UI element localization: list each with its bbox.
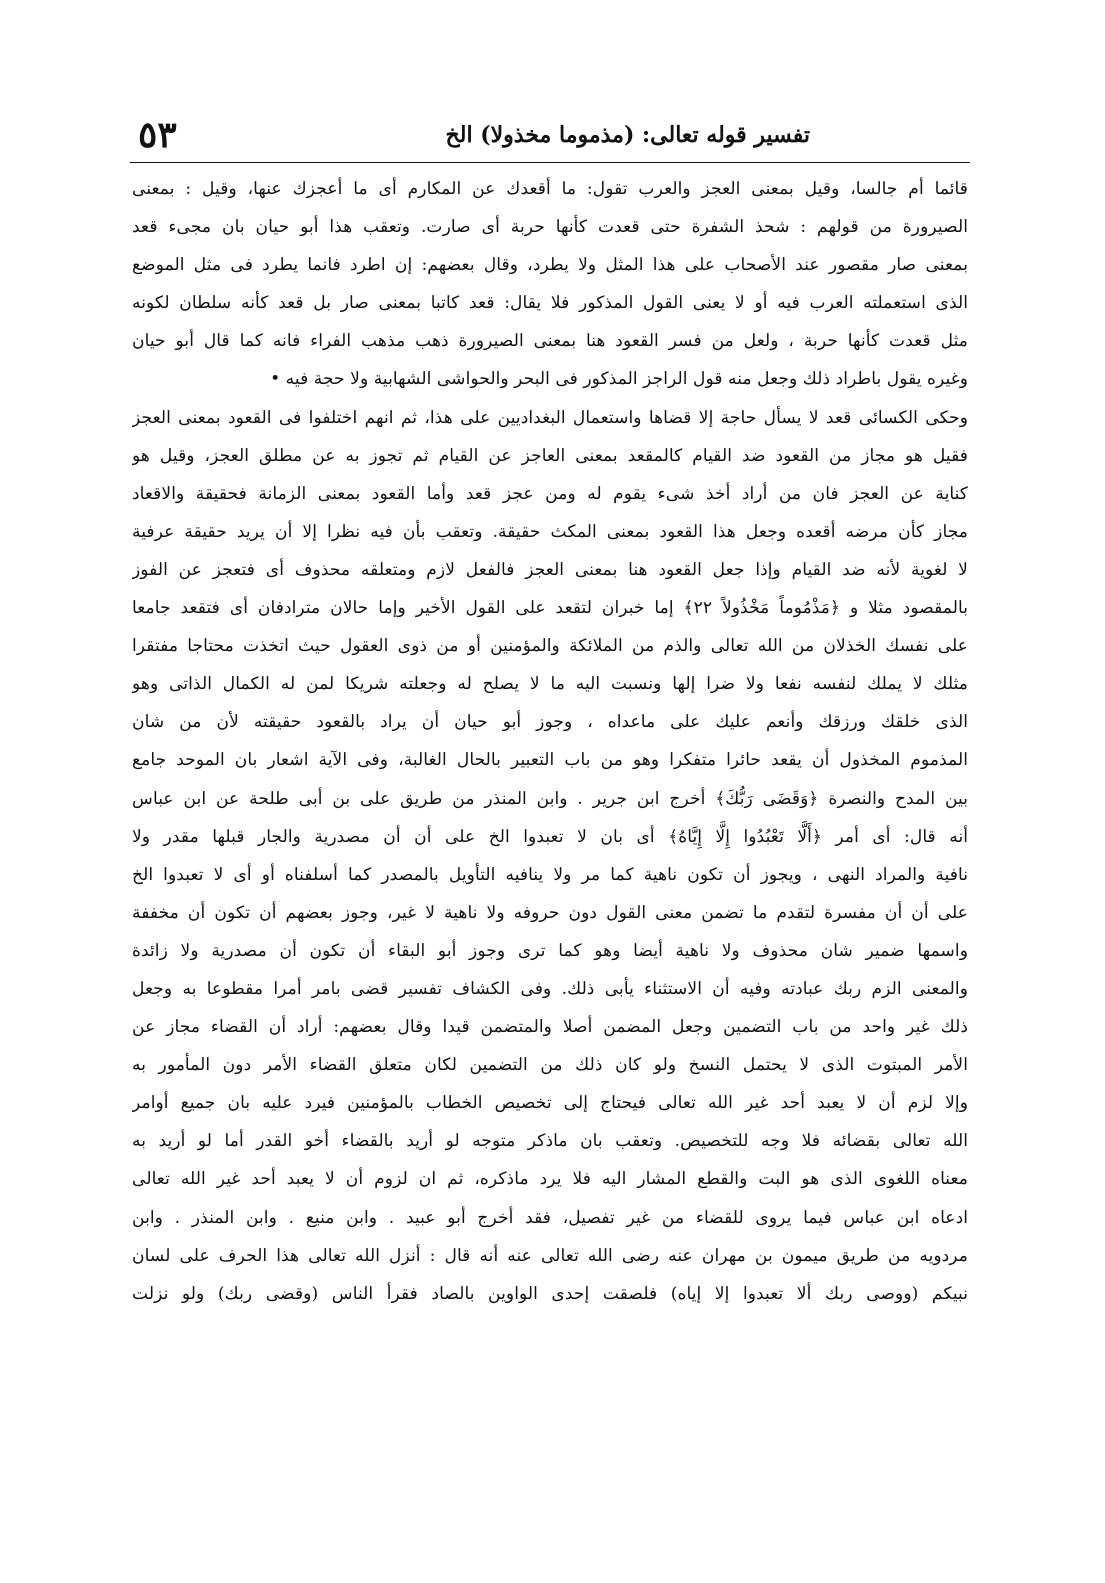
page-title: تفسير قوله تعالى: (مذموما مخذولا) الخ bbox=[445, 122, 810, 148]
text-line: كناية عن العجز فان من أراد أخذ شىء يقوم له ومن عجز قعد وأما القعود بمعنى الزمانة فحقيقة والاقعاد bbox=[132, 483, 968, 504]
text-line: الذى خلقك ورزقك وأنعم عليك على ماعداه ، وجوز أبو حيان أن يراد بالقعود حقيقته لأن من شان bbox=[132, 712, 968, 733]
text-line: قائما أم جالسا، وقيل بمعنى العجز والعرب تقول: ما أقعدك عن المكارم أى ما أعجزك عنها، وقيل : بمعنى bbox=[132, 179, 968, 199]
text-line: الصيرورة من قولهم : شحذ الشفرة حتى قعدت كأنها حربة أى صارت. وتعقب هذا أبو حيان بان مجىء قعد bbox=[132, 217, 968, 238]
text-line: مجاز كأن مرضه أقعده وجعل هذا القعود بمعنى المكث حقيقة. وتعقب بأن فيه نظرا إلا أن يريد حقيقة عرفية bbox=[132, 521, 968, 542]
text-line: بمعنى صار مقصور عند الأصحاب على هذا المثل ولا يطرد، وقال بعضهم: إن اطرد فانما يطرد فى مثل الموضع bbox=[132, 255, 968, 276]
text-line: مثلك لا يملك لنفسه نفعا ولا ضرا إلها ونسبت اليه ما لا يصلح له وجعلته شريكا لمن له الكمال الذاتى وهو bbox=[132, 674, 968, 695]
text-line: نبيكم (ووصى ربك ألا تعبدوا إلا إياه) فلصقت إحدى الواوين بالصاد فقرأ الناس (وقضى ربك) ولو نزلت bbox=[132, 1283, 968, 1304]
text-line: لا لغوية لأنه ضد القيام وإذا جعل القعود هنا بمعنى العجز فالفعل لازم ومتعلقه محذوف أى فتعجز عن الفوز bbox=[132, 559, 968, 580]
text-line: مردويه من طريق ميمون بن مهران عنه رضى الله تعالى عنه أنه قال : أنزل الله تعالى هذا الحرف على لسان bbox=[132, 1245, 968, 1266]
text-line: بالمقصود مثلا و ﴿مَذْمُوماً مَخْذُولاً ٢٢﴾ إما خبران لتقعد على القول الأخير وإما حالان مترادفان أى فتقعد جامعا bbox=[132, 598, 968, 619]
text-line: الذى استعملته العرب فيه أو لا يعنى القول المذكور فلا يقال: قعد كاتبا بمعنى صار بل قعد كأنه سلطان لكونه bbox=[132, 293, 968, 314]
text-line: وحكى الكسائى قعد لا يسأل حاجة إلا قضاها واستعمال البغداديين على هذا، ثم انهم اختلفوا فى القعود بمعنى العجز bbox=[132, 407, 968, 428]
header-divider bbox=[130, 162, 970, 163]
text-line: ادعاه ابن عباس فيما يروى للقضاء من غير تفصيل، فقد أخرج أبو عبيد . وابن منيع . وابن المنذر . وابن bbox=[132, 1207, 968, 1228]
text-line: معناه اللغوى الذى هو البت والقطع المشار اليه فلا يرد ماذكره، ثم ان لزوم أن لا يعبد أحد غير الله تعالى bbox=[132, 1169, 968, 1190]
body-text bbox=[132, 170, 968, 1313]
text-line: أنه قال: أى أمر ﴿أَلَّا تَعْبُدُوا إِلَّا إِيَّاهُ﴾ أى بان لا تعبدوا الخ على أن أن مصدرية والجار قبلها مقدر ولا bbox=[132, 826, 968, 847]
text-line: وإلا لزم أن لا يعبد أحد غير الله تعالى فيحتاج إلى تخصيص الخطاب بالمؤمنين فيرد عليه بان جميع أوامر bbox=[132, 1093, 968, 1114]
text-line: والمعنى الزم ربك عبادته وفيه أن الاستثناء يأبى ذلك. وفى الكشاف تفسير قضى بامر أمرا مقطوعا به وجعل bbox=[132, 978, 968, 999]
text-line: واسمها ضمير شان محذوف ولا ناهية أيضا وهو كما ترى وجوز أبو البقاء أن تكون أن مصدرية ولا زائدة bbox=[132, 940, 968, 961]
page-header bbox=[130, 114, 970, 160]
text-line: على أن أن مفسرة لتقدم ما تضمن معنى القول دون حروفه ولا ناهية لا غير، وجوز بعضهم أن تكون أن مخففة bbox=[132, 902, 968, 923]
text-line: الأمر المبتوت الذى لا يحتمل النسخ ولو كان ذلك من التضمين لكان متعلق القضاء الأمر دون المأمور به bbox=[132, 1055, 968, 1076]
text-line: مثل قعدت كأنها حربة ، ولعل من فسر القعود هنا بمعنى الصيرورة ذهب مذهب الفراء فانه كما قال أبو حيان bbox=[132, 331, 968, 352]
text-line: المذموم المخذول أن يقعد حائرا متفكرا وهو من باب التعبير بالحال الغالبة، وفى الآية اشعار بان الموحد جامع bbox=[132, 750, 968, 771]
text-line: بين المدح والنصرة ﴿وَقَضَى رَبُّكَ﴾ أخرج ابن جرير . وابن المنذر من طريق على بن أبى طلحة عن ابن عباس bbox=[132, 788, 968, 809]
text-line: نافية والمراد النهى ، ويجوز أن تكون ناهية كما مر ولا ينافيه التأويل بالمصدر كما أسلفناه أو أى لا تعبدوا الخ bbox=[132, 864, 968, 885]
page-number: ٥٣ bbox=[138, 114, 177, 156]
text-line: وغيره يقول باطراد ذلك وجعل منه قول الراجز المذكور فى البحر والحواشى الشهابية ولا حجة فيه • bbox=[270, 369, 968, 390]
text-line: الله تعالى بقضائه فلا وجه للتخصيص. وتعقب بان ماذكر متوجه لو أريد بالقضاء أخو القدر أما لو أريد به bbox=[132, 1131, 968, 1152]
text-line: على نفسك الخذلان من الله تعالى والذم من الملائكة والمؤمنين أو من ذوى العقول حيث اتخذت محتاجا مفتقرا bbox=[132, 636, 968, 657]
text-line: ذلك غير واحد من باب التضمين وجعل المضمن أصلا والمتضمن قيدا وقال بعضهم: أراد أن القضاء مجاز عن bbox=[132, 1017, 968, 1038]
text-line: فقيل هو مجاز من القعود ضد القيام كالمقعد بمعنى العاجز عن القيام ثم تجوز به عن مطلق العجز، وقيل هو bbox=[132, 445, 968, 466]
